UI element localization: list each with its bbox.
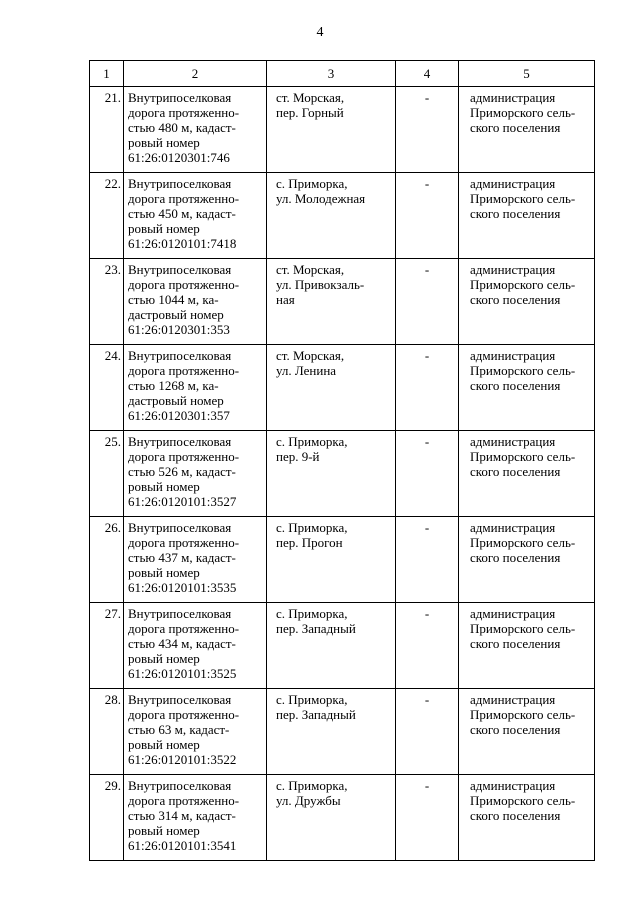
table-row [90, 603, 595, 689]
road-description-line: дорога протяженно- [128, 535, 240, 550]
road-owner-line: ского поселения [470, 722, 561, 737]
road-owner-line: администрация [470, 176, 556, 191]
road-description-line: дастровый номер [128, 307, 224, 322]
road-description-line: ровый номер [128, 135, 200, 150]
page-number: 4 [316, 25, 324, 40]
road-owner [459, 345, 595, 431]
road-owner-line: Приморского сель- [470, 535, 576, 550]
table-body [90, 87, 595, 861]
table-row [90, 775, 595, 861]
road-description-line: 61:26:0120101:3527 [128, 494, 237, 509]
road-owner-line: администрация [470, 90, 556, 105]
table-row [90, 87, 595, 173]
road-owner [459, 689, 595, 775]
road-description [124, 603, 267, 689]
road-address-line: пер. Западный [276, 707, 356, 722]
road-owner-line: Приморского сель- [470, 105, 576, 120]
header-col-2: 2 [124, 61, 267, 87]
road-description-line: дорога протяженно- [128, 105, 240, 120]
header-col-5: 5 [459, 61, 595, 87]
road-owner [459, 517, 595, 603]
road-owner-line: администрация [470, 606, 556, 621]
road-description-line: дорога протяженно- [128, 793, 240, 808]
road-owner-line: Приморского сель- [470, 363, 576, 378]
road-description [124, 517, 267, 603]
table-row [90, 345, 595, 431]
road-address-line: ул. Ленина [276, 363, 337, 378]
road-description-line: дорога протяженно- [128, 191, 240, 206]
road-owner-line: ского поселения [470, 120, 561, 135]
road-owner [459, 173, 595, 259]
road-description-line: 61:26:0120301:353 [128, 322, 230, 337]
road-owner-line: Приморского сель- [470, 793, 576, 808]
road-description-line: дорога протяженно- [128, 277, 240, 292]
col4-value: - [396, 775, 459, 861]
road-address-line: ст. Морская, [276, 90, 345, 105]
row-number: 27. [90, 603, 124, 689]
road-owner-line: Приморского сель- [470, 191, 576, 206]
road-address [267, 603, 396, 689]
road-description-line: ровый номер [128, 737, 200, 752]
road-address-line: с. Приморка, [276, 176, 348, 191]
road-description-line: дорога протяженно- [128, 707, 240, 722]
road-description-line: Внутрипоселковая [128, 90, 232, 105]
road-address-line: ул. Дружбы [276, 793, 341, 808]
road-description-line: 61:26:0120101:3535 [128, 580, 237, 595]
road-owner-line: Приморского сель- [470, 621, 576, 636]
col4-value: - [396, 259, 459, 345]
row-number: 25. [90, 431, 124, 517]
road-owner-line: ского поселения [470, 206, 561, 221]
road-address-line: с. Приморка, [276, 692, 348, 707]
road-address-line: с. Приморка, [276, 520, 348, 535]
road-owner-line: ского поселения [470, 464, 561, 479]
road-address-line: с. Приморка, [276, 778, 348, 793]
road-address-line: ст. Морская, [276, 348, 345, 363]
road-address-line: ул. Привокзаль- [276, 277, 365, 292]
road-owner-line: ского поселения [470, 292, 561, 307]
road-owner-line: ского поселения [470, 378, 561, 393]
road-address [267, 345, 396, 431]
road-description-line: стью 480 м, кадаст- [128, 120, 236, 135]
table-row [90, 259, 595, 345]
road-description-line: дастровый номер [128, 393, 224, 408]
road-description-line: стью 63 м, кадаст- [128, 722, 230, 737]
table-row [90, 431, 595, 517]
table-row [90, 517, 595, 603]
road-description-line: 61:26:0120301:357 [128, 408, 230, 423]
road-address-line: пер. Горный [276, 105, 344, 120]
road-address [267, 775, 396, 861]
row-number: 22. [90, 173, 124, 259]
road-owner-line: администрация [470, 520, 556, 535]
road-description-line: стью 434 м, кадаст- [128, 636, 236, 651]
road-description-line: стью 437 м, кадаст- [128, 550, 236, 565]
road-owner [459, 259, 595, 345]
road-description-line: стью 314 м, кадаст- [128, 808, 236, 823]
road-owner-line: администрация [470, 692, 556, 707]
road-description-line: Внутрипоселковая [128, 348, 232, 363]
road-description-line: Внутрипоселковая [128, 434, 232, 449]
road-description-line: Внутрипоселковая [128, 520, 232, 535]
row-number: 29. [90, 775, 124, 861]
road-description [124, 345, 267, 431]
col4-value: - [396, 173, 459, 259]
road-owner-line: администрация [470, 262, 556, 277]
road-address [267, 87, 396, 173]
road-address [267, 431, 396, 517]
road-address-line: ная [276, 292, 295, 307]
road-description-line: 61:26:0120101:7418 [128, 236, 237, 251]
road-address-line: с. Приморка, [276, 606, 348, 621]
road-owner-line: Приморского сель- [470, 277, 576, 292]
road-description-line: 61:26:0120101:3525 [128, 666, 237, 681]
table-row [90, 173, 595, 259]
road-owner [459, 775, 595, 861]
road-description-line: ровый номер [128, 565, 200, 580]
col4-value: - [396, 517, 459, 603]
col4-value: - [396, 603, 459, 689]
road-description [124, 173, 267, 259]
road-address [267, 517, 396, 603]
header-col-4: 4 [396, 61, 459, 87]
road-owner-line: ского поселения [470, 808, 561, 823]
road-description-line: 61:26:0120101:3522 [128, 752, 237, 767]
road-description [124, 775, 267, 861]
road-description-line: Внутрипоселковая [128, 262, 232, 277]
road-description-line: стью 1268 м, ка- [128, 378, 219, 393]
road-description-line: стью 450 м, кадаст- [128, 206, 236, 221]
road-description-line: Внутрипоселковая [128, 692, 232, 707]
col4-value: - [396, 87, 459, 173]
road-address [267, 689, 396, 775]
row-number: 24. [90, 345, 124, 431]
road-owner-line: администрация [470, 348, 556, 363]
road-description-line: Внутрипоселковая [128, 606, 232, 621]
row-number: 28. [90, 689, 124, 775]
road-description-line: стью 1044 м, ка- [128, 292, 219, 307]
road-owner [459, 87, 595, 173]
road-owner-line: ского поселения [470, 636, 561, 651]
row-number: 26. [90, 517, 124, 603]
road-address-line: пер. Западный [276, 621, 356, 636]
road-owner [459, 603, 595, 689]
road-description-line: ровый номер [128, 651, 200, 666]
row-number: 23. [90, 259, 124, 345]
road-description-line: дорога протяженно- [128, 449, 240, 464]
road-description [124, 87, 267, 173]
road-description-line: дорога протяженно- [128, 363, 240, 378]
road-owner-line: Приморского сель- [470, 707, 576, 722]
roads-table [89, 60, 595, 861]
road-address [267, 259, 396, 345]
road-address-line: ст. Морская, [276, 262, 345, 277]
col4-value: - [396, 345, 459, 431]
header-col-3: 3 [267, 61, 396, 87]
road-address-line: с. Приморка, [276, 434, 348, 449]
road-description-line: ровый номер [128, 823, 200, 838]
road-description-line: ровый номер [128, 479, 200, 494]
road-description-line: стью 526 м, кадаст- [128, 464, 236, 479]
road-description-line: Внутрипоселковая [128, 176, 232, 191]
road-address-line: пер. Прогон [276, 535, 343, 550]
col4-value: - [396, 689, 459, 775]
road-description [124, 689, 267, 775]
road-owner-line: ского поселения [470, 550, 561, 565]
road-address-line: ул. Молодежная [276, 191, 366, 206]
road-owner-line: администрация [470, 434, 556, 449]
road-owner-line: администрация [470, 778, 556, 793]
road-address [267, 173, 396, 259]
road-description [124, 431, 267, 517]
row-number: 21. [90, 87, 124, 173]
road-description-line: дорога протяженно- [128, 621, 240, 636]
table-header-row [90, 61, 595, 87]
road-description-line: Внутрипоселковая [128, 778, 232, 793]
table-row [90, 689, 595, 775]
col4-value: - [396, 431, 459, 517]
road-owner [459, 431, 595, 517]
header-col-1: 1 [90, 61, 124, 87]
road-owner-line: Приморского сель- [470, 449, 576, 464]
road-description-line: 61:26:0120301:746 [128, 150, 230, 165]
road-description [124, 259, 267, 345]
road-description-line: ровый номер [128, 221, 200, 236]
road-address-line: пер. 9-й [276, 449, 320, 464]
road-description-line: 61:26:0120101:3541 [128, 838, 237, 853]
